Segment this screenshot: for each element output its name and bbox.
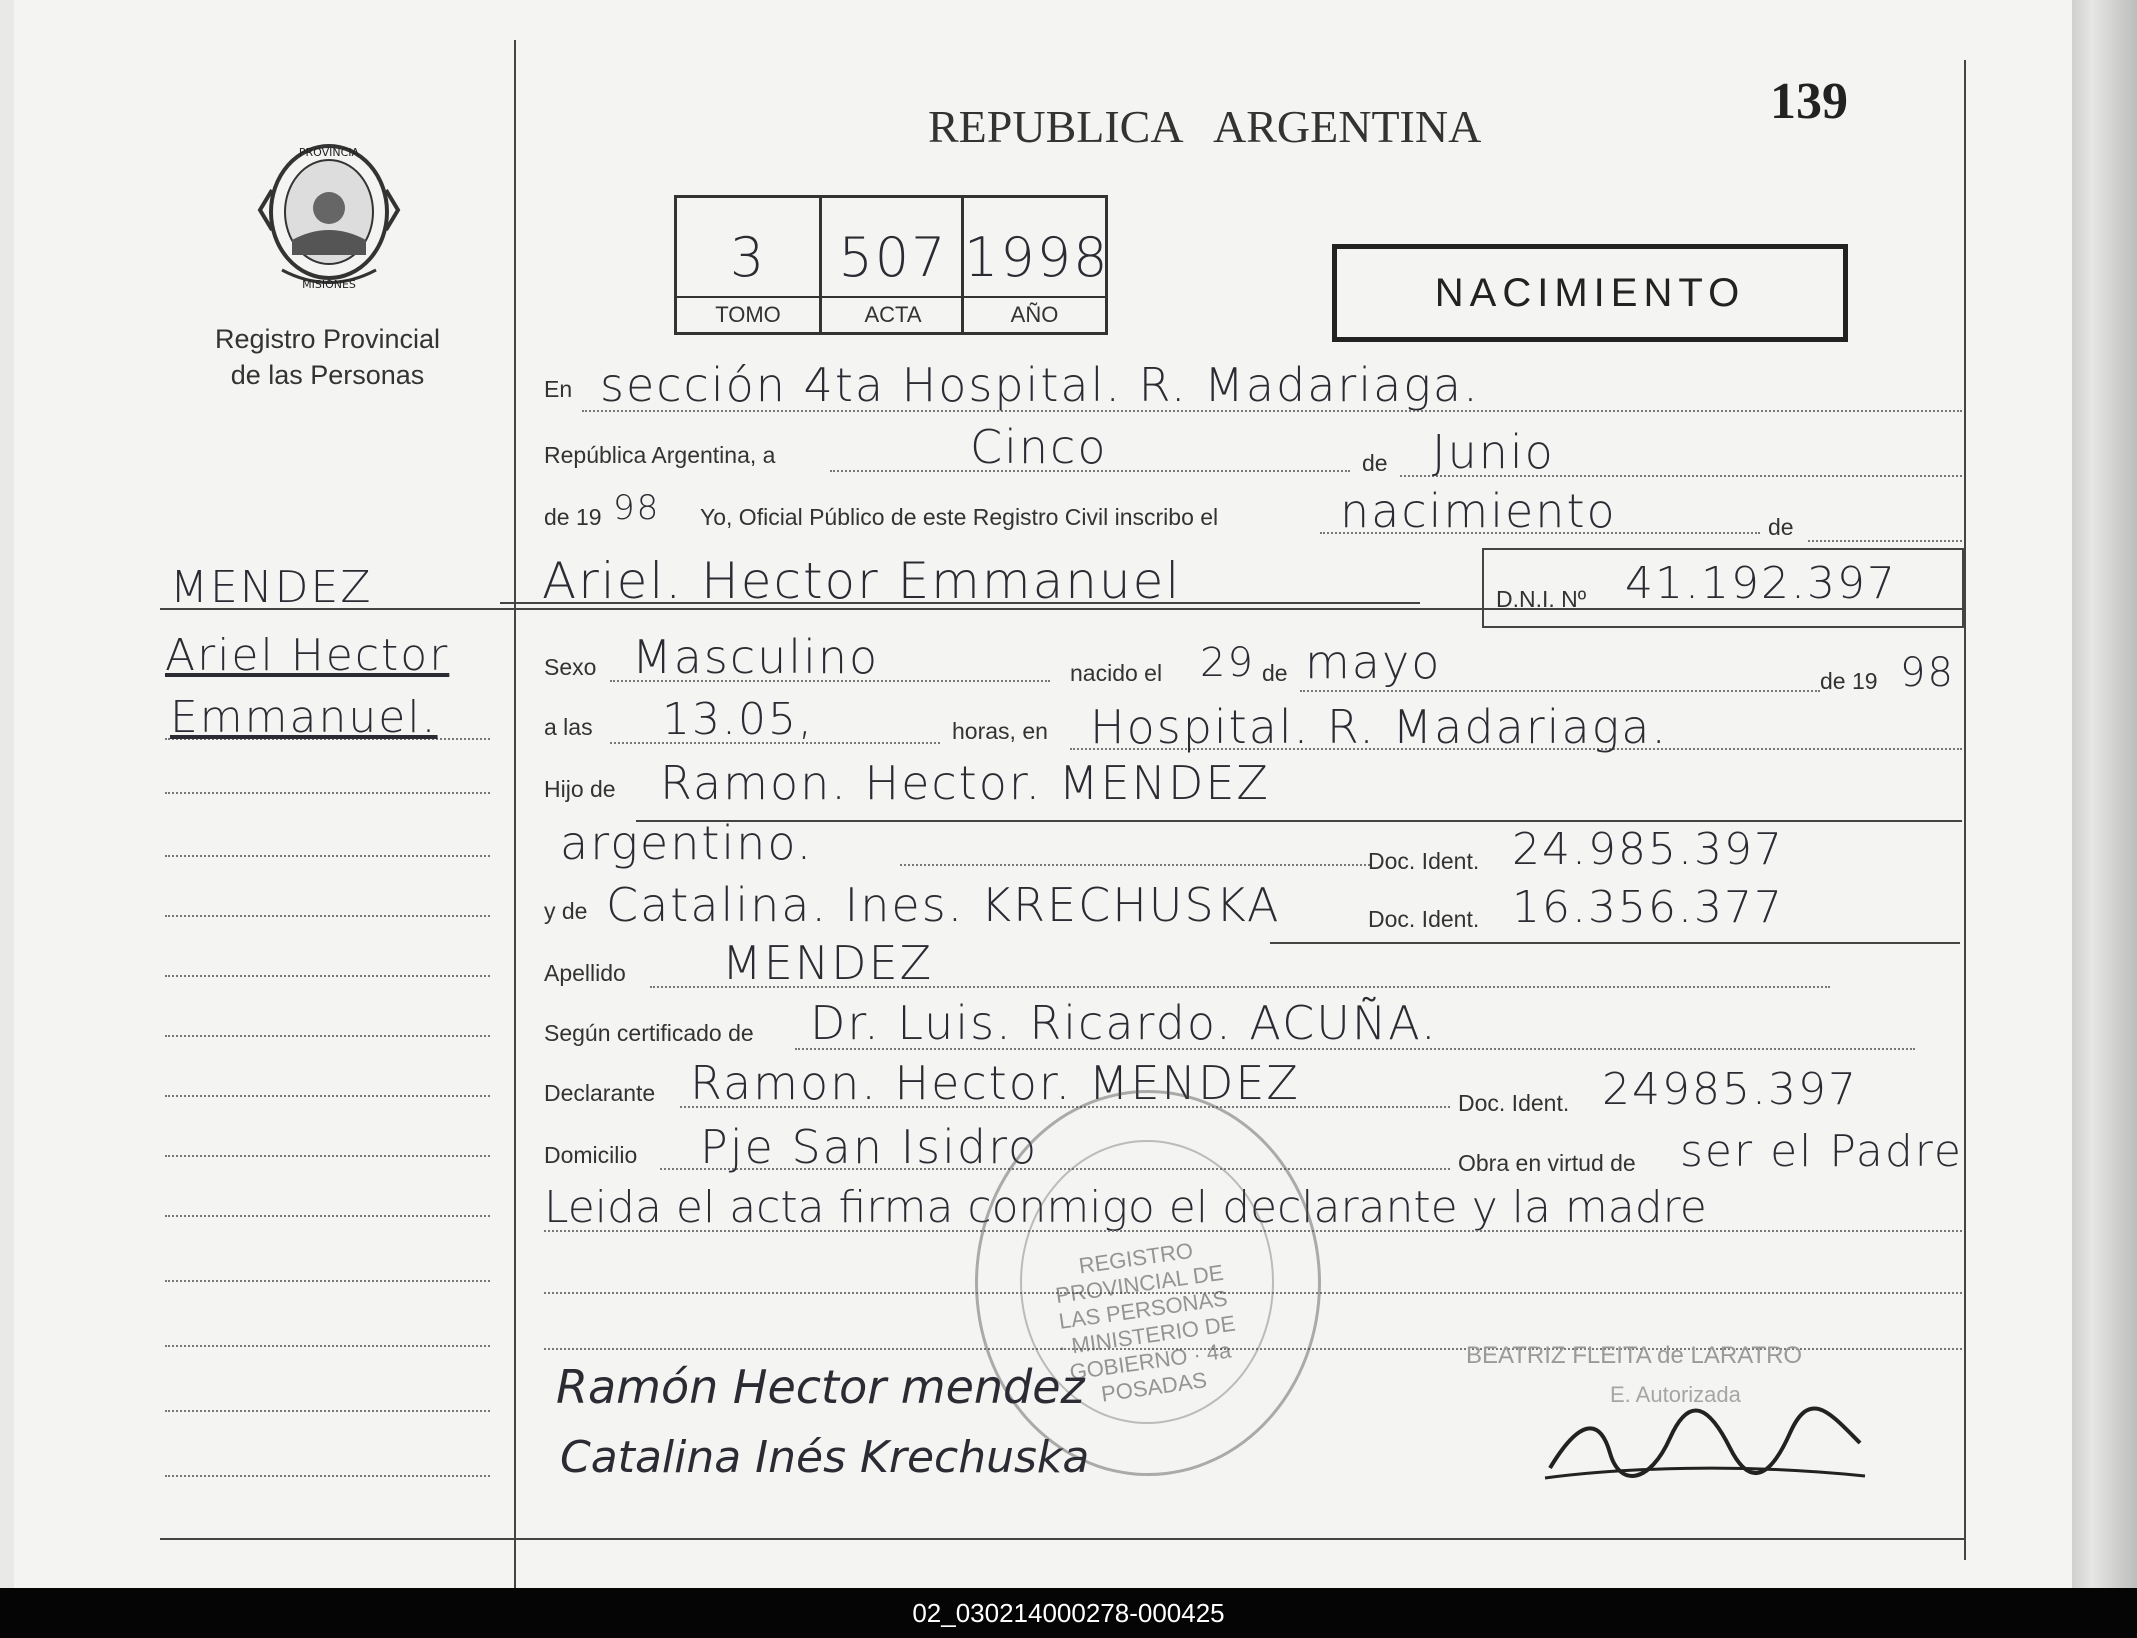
margin-dotted-line xyxy=(165,1410,490,1412)
margin-surname: MENDEZ xyxy=(170,562,373,613)
birth-month-value: mayo xyxy=(1305,635,1442,689)
mother-value: Catalina. Ines. KRECHUSKA xyxy=(606,878,1281,932)
officer-signature xyxy=(1540,1398,1870,1503)
apellido-value: MENDEZ xyxy=(722,936,934,990)
emblem-top-text: PROVINCIA xyxy=(298,146,360,159)
dotted-line xyxy=(900,864,1370,866)
apellido-label: Apellido xyxy=(544,960,626,986)
mother-underline xyxy=(1270,942,1960,944)
margin-dotted-line xyxy=(165,1095,490,1097)
margin-dotted-line xyxy=(165,975,490,977)
anio-cell xyxy=(961,198,1110,332)
time-value: 13.05, xyxy=(662,694,814,745)
birth-year-value: 98 xyxy=(1900,650,1955,696)
officer-stamp-title: E. Autorizada xyxy=(1610,1382,1741,1407)
closing-text: Leida el acta firma conmigo el declarante y la madre xyxy=(544,1182,1707,1233)
en-value: sección 4ta Hospital. R. Madariaga. xyxy=(600,358,1480,412)
tomo-value: 3 xyxy=(729,226,767,289)
father-underline xyxy=(636,820,1962,822)
margin-dotted-line xyxy=(165,1035,490,1037)
father-signature: Ramón Hector mendez xyxy=(556,1360,1085,1414)
margin-dotted-line xyxy=(165,915,490,917)
emblem-bottom-text: MISIONES xyxy=(302,278,356,291)
dni-value: 41.192.397 xyxy=(1625,558,1897,609)
month-value: Junio xyxy=(1432,425,1555,479)
tomo-label: TOMO xyxy=(677,296,819,328)
acta-value: 507 xyxy=(838,226,948,289)
acta-cell xyxy=(819,198,964,332)
acta-label: ACTA xyxy=(822,296,964,328)
father-nationality: argentino. xyxy=(560,816,814,870)
image-caption: 02_030214000278-000425 xyxy=(0,1588,2137,1638)
de-label-2: de xyxy=(1768,514,1794,540)
page-number: 139 xyxy=(1770,73,1848,130)
domicilio-value: Pje San Isidro xyxy=(700,1120,1039,1174)
anio-label: AÑO xyxy=(964,296,1105,328)
dotted-line xyxy=(1808,540,1962,542)
province-emblem xyxy=(252,130,407,305)
alas-label: a las xyxy=(544,714,593,740)
birth-day-value: 29 xyxy=(1200,640,1255,686)
year-prefix: de 19 xyxy=(544,504,602,530)
registry-name-line1: Registro Provincial xyxy=(214,324,441,354)
sexo-label: Sexo xyxy=(544,654,597,680)
record-number-grid xyxy=(674,195,1108,335)
obra-label: Obra en virtud de xyxy=(1458,1150,1636,1176)
declarante-doc-label: Doc. Ident. xyxy=(1458,1090,1570,1116)
declarante-label: Declarante xyxy=(544,1080,656,1106)
country-title: REPUBLICA ARGENTINA xyxy=(928,101,1482,152)
day-value: Cinco xyxy=(970,420,1108,474)
margin-dotted-line xyxy=(165,855,490,857)
officer-stamp-name: BEATRIZ FLEITA de LARATRO xyxy=(1466,1342,1803,1369)
declarante-doc-value: 24985.397 xyxy=(1602,1064,1858,1115)
margin-dotted-line xyxy=(165,1155,490,1157)
margin-dotted-line xyxy=(165,1280,490,1282)
mother-doc-value: 16.356.377 xyxy=(1512,882,1784,933)
mother-doc-label: Doc. Ident. xyxy=(1368,906,1480,932)
seal-text: REGISTRO PROVINCIAL DE LAS PERSONAS · MINISTERIO DE GOBIERNO · 4a POSADAS xyxy=(1054,1237,1237,1407)
mother-signature: Catalina Inés Krechuska xyxy=(560,1432,1090,1483)
margin-dotted-line xyxy=(165,792,490,794)
yde-label: y de xyxy=(544,898,588,924)
margin-dotted-line xyxy=(165,1215,490,1217)
margin-given-names-2: Emmanuel. xyxy=(170,692,438,743)
right-border xyxy=(1964,60,1966,1560)
inscribo-value: nacimiento xyxy=(1340,484,1617,538)
bottom-rule xyxy=(160,1538,1964,1540)
book-binding-edge xyxy=(2072,0,2137,1588)
yo-label: Yo, Oficial Público de este Registro Civil inscribo el xyxy=(700,504,1219,530)
anio-value: 1998 xyxy=(964,226,1110,289)
horas-label: horas, en xyxy=(952,718,1048,744)
en-label: En xyxy=(544,376,573,402)
father-doc-label: Doc. Ident. xyxy=(1368,848,1480,874)
segun-label: Según certificado de xyxy=(544,1020,754,1046)
margin-dotted-line xyxy=(165,1345,490,1347)
nacido-label: nacido el xyxy=(1070,660,1163,686)
obra-value: ser el Padre xyxy=(1680,1126,1963,1177)
birth-de-label: de xyxy=(1262,660,1288,686)
republica-label: República Argentina, a xyxy=(544,442,776,468)
birth-year-prefix: de 19 xyxy=(1820,668,1878,694)
margin-given-names-1: Ariel Hector xyxy=(165,630,450,681)
name-underline xyxy=(500,602,1420,604)
child-name-value: Ariel. Hector Emmanuel xyxy=(542,552,1182,610)
margin-dotted-line xyxy=(165,1475,490,1477)
place-value: Hospital. R. Madariaga. xyxy=(1090,700,1669,754)
dni-label: D.N.I. Nº xyxy=(1496,586,1587,612)
father-value: Ramon. Hector. MENDEZ xyxy=(660,756,1270,810)
father-doc-value: 24.985.397 xyxy=(1512,824,1784,875)
registry-name-line2: de las Personas xyxy=(230,360,425,390)
tomo-cell xyxy=(677,198,819,332)
column-divider xyxy=(514,40,516,1588)
sexo-value: Masculino xyxy=(632,630,880,684)
year-value: 98 xyxy=(613,488,661,528)
declarante-value: Ramon. Hector. MENDEZ xyxy=(690,1056,1300,1110)
hijo-label: Hijo de xyxy=(544,776,616,802)
domicilio-label: Domicilio xyxy=(544,1142,638,1168)
act-type-box: NACIMIENTO xyxy=(1332,244,1848,342)
de-label: de xyxy=(1362,450,1388,476)
dotted-line xyxy=(1300,690,1820,692)
segun-value: Dr. Luis. Ricardo. ACUÑA. xyxy=(810,996,1438,1050)
